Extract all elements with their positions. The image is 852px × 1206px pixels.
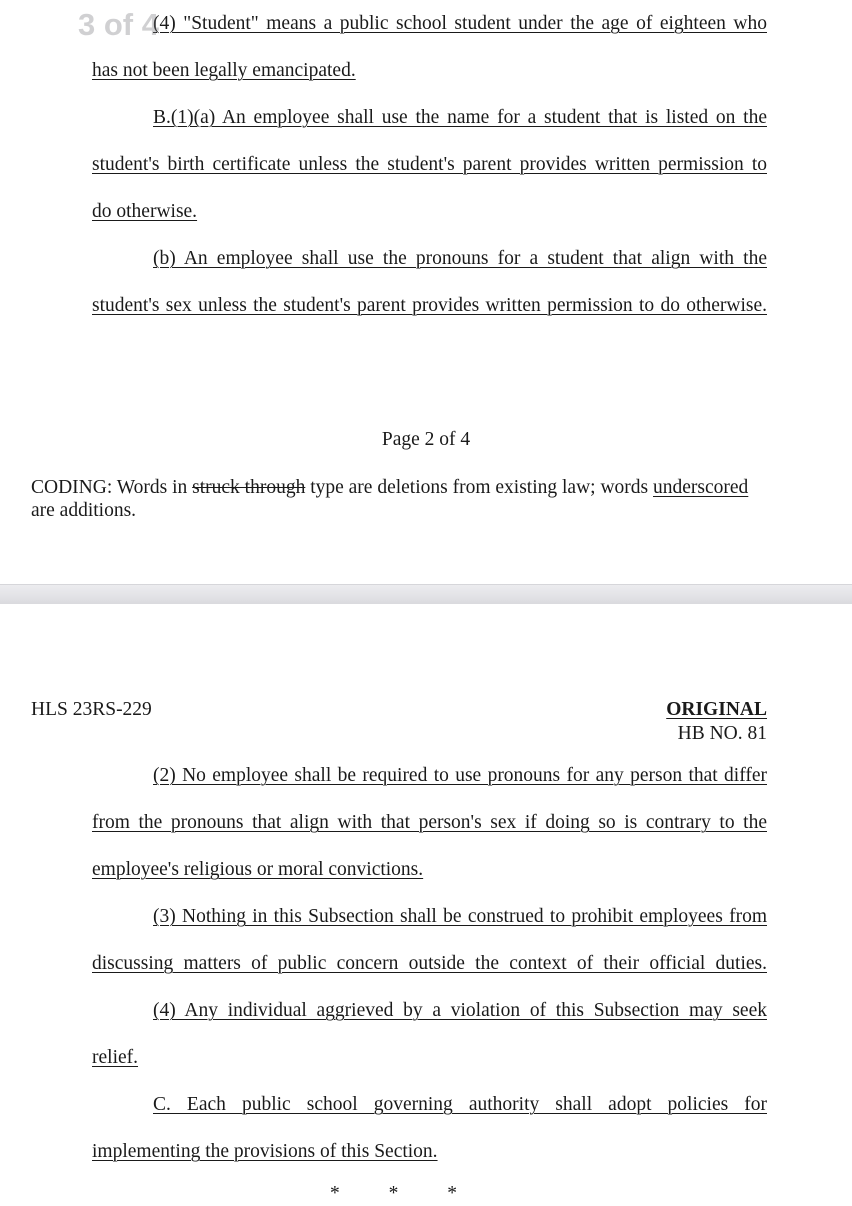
document-page-3 xyxy=(0,604,852,1204)
text-line: (4) "Student" means a public school student under the age of eighteen who xyxy=(153,13,767,34)
text-line: relief. xyxy=(92,1047,139,1068)
page-number: Page 2 of 4 xyxy=(381,429,471,450)
text-line: student's birth certificate unless the student's parent provides written permission to xyxy=(92,154,767,175)
text-line: (4) Any individual aggrieved by a violation of this Subsection may seek xyxy=(153,1000,767,1021)
page-separator xyxy=(0,584,852,606)
text-line: discussing matters of public concern outside the context of their official duties. xyxy=(92,953,767,974)
bill-code: HLS 23RS-229 xyxy=(31,699,152,720)
text-line: implementing the provisions of this Section. xyxy=(92,1141,438,1162)
bill-header xyxy=(666,698,767,746)
text-line: student's sex unless the student's parent provides written permission to do otherwise. xyxy=(92,295,767,316)
coding-middle: type are deletions from existing law; words xyxy=(305,477,653,498)
text-line: do otherwise. xyxy=(92,201,198,222)
bill-number: HB NO. 81 xyxy=(677,723,767,744)
coding-suffix: are additions. xyxy=(31,500,137,521)
text-line: (3) Nothing in this Subsection shall be construed to prohibit employees from xyxy=(153,906,767,927)
document-page-2 xyxy=(0,0,852,584)
text-line: B.(1)(a) An employee shall use the name for a student that is listed on the xyxy=(153,107,767,128)
text-line: (b) An employee shall use the pronouns for a student that align with the xyxy=(153,248,767,269)
text-line: has not been legally emancipated. xyxy=(92,60,356,81)
text-line: from the pronouns that align with that person's sex if doing so is contrary to the xyxy=(92,812,767,833)
section-break-stars: * * * xyxy=(330,1183,457,1204)
original-label: ORIGINAL xyxy=(666,699,767,720)
coding-prefix: CODING: Words in xyxy=(31,477,193,498)
text-line: C. Each public school governing authority shall adopt policies for xyxy=(153,1094,767,1115)
text-line: (2) No employee shall be required to use pronouns for any person that differ xyxy=(153,765,767,786)
text-line: employee's religious or moral convictions. xyxy=(92,859,424,880)
coding-struck-example: struck through xyxy=(192,477,306,498)
coding-note xyxy=(31,476,767,522)
coding-underscored-example: underscored xyxy=(653,477,749,498)
page-indicator: 3 of 4 xyxy=(78,7,159,42)
